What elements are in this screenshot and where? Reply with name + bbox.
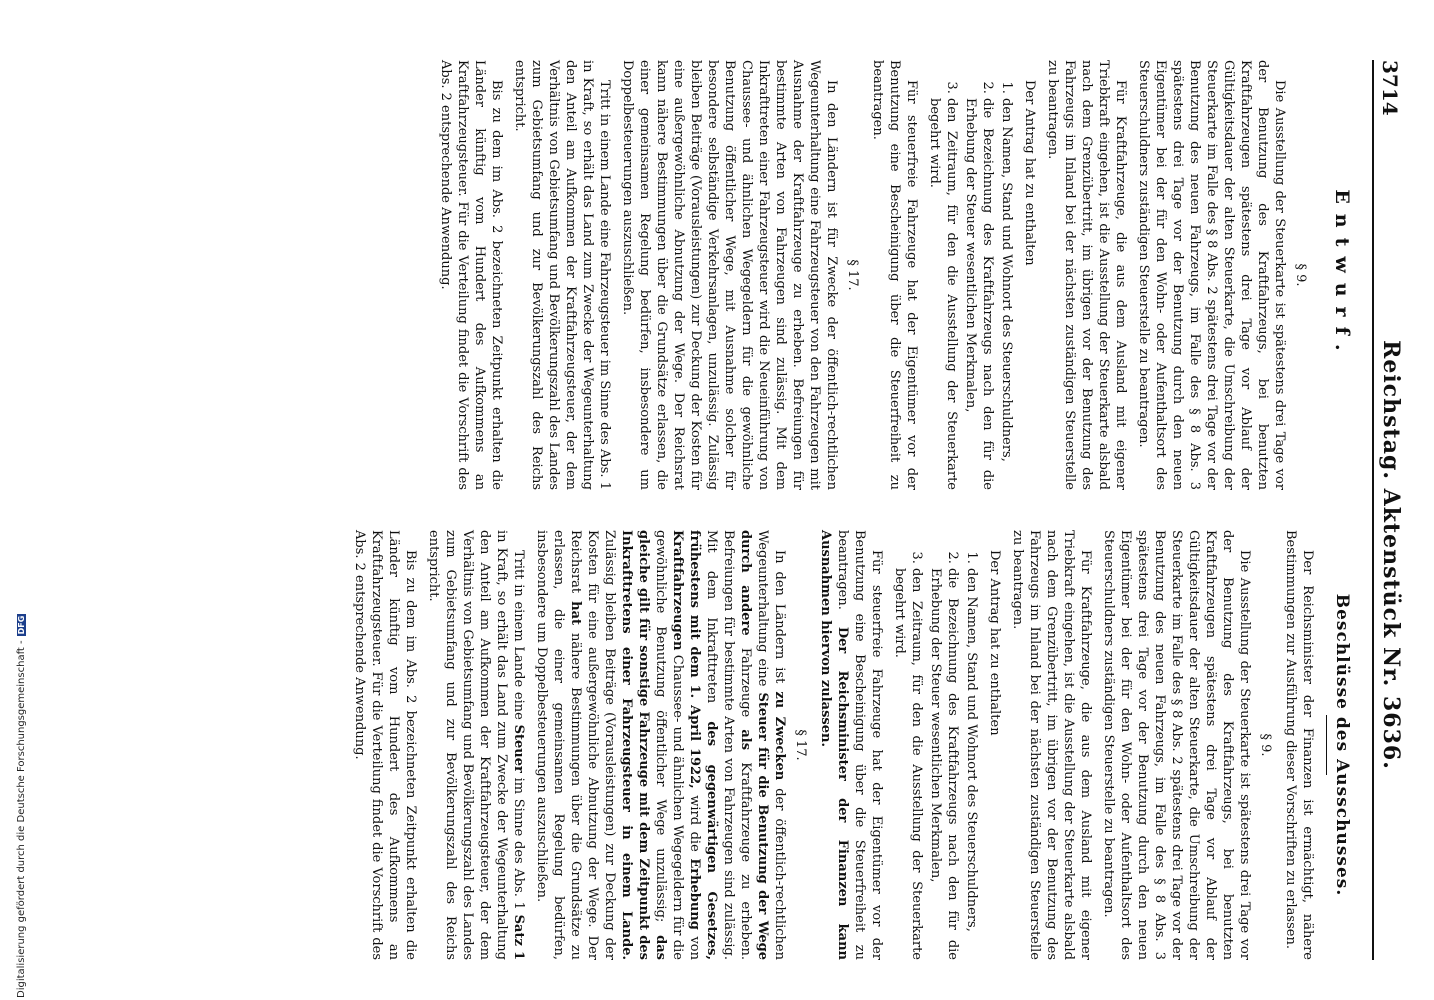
two-column-body [345,60,1360,960]
emphasis: hat [568,601,583,626]
paragraph: Für Kraftfahrzeuge, die aus dem Ausland mit eigener Triebkraft eingehen, ist die Ausstellung der Steuerkarte alsbald nach dem Grenzübertritt, im übrigen vor der Benutzung des Fahrzeugs im Inland bei der nächsten zuständigen Steuerstelle zu beantragen. [1045,60,1128,490]
text-span: von [687,936,702,960]
emphasis: Kraftfahrzeugen [670,530,685,651]
paragraph: Die Ausstellung der Steuerkarte ist spätestens drei Tage vor der Benutzung des Kraftfahrzeugs, bei benutzten Kraftfahrzeugen spätestens drei Tage vor Ablauf der Gültigkeitsdauer der alten Steuerkarte, die Umschreibung der Steuerkarte im Falle des § 8 Abs. 2 spätestens drei Tage vor der Benutzung des neuen Fahrzeugs, im Falle des § 8 Abs. 3 spätestens drei Tage vor der Benutzung durch den neuen Eigentümer bei der für den Wohn- oder Aufenthaltsort des Steuerschuldners zuständigen Steuerstelle zu beantragen. [1101,530,1252,960]
paragraph: Die Ausstellung der Steuerkarte ist spätestens drei Tage vor der Benutzung des Kraftfahrzeugs, bei benutzten Kraftfahrzeugen spätestens drei Tage vor Ablauf der Gültigkeitsdauer der alten Steuerkarte, die Umschreibung der Steuerkarte im Falle des § 8 Abs. 2 spätestens drei Tage vor der Benutzung des neuen Fahrzeugs, im Falle des § 8 Abs. 3 spätestens drei Tage vor der Benutzung durch den neuen Eigentümer bei der für den Wohn- oder Aufenthaltsort des Steuerschuldners zuständigen Steuerstelle zu beantragen. [1136,60,1287,490]
text-span: wird die [687,795,702,852]
paragraph: Für Kraftfahrzeuge, die aus dem Ausland mit eigener Triebkraft eingehen, ist die Ausstellung der Steuerkarte alsbald nach dem Grenzübertritt, im übrigen vor der Benutzung des Fahrzeugs im Inland bei der nächsten zuständigen Steuerstelle zu beantragen. [1010,530,1093,960]
section-9-heading: § 9. [1293,263,1308,287]
emphasis: Erhebung [687,858,702,930]
emphasis: Der Reichsminister der Finanzen kann Ausnahmen hiervon zulassen. [818,530,850,960]
emphasis: Satz 1 [511,914,526,960]
text-span: Zulässig bleiben Beiträge (Vorausleistungen) zur Deckung der Kosten für eine außergewöhnliche Abnutzung der Wege. Der Reichsrat [568,530,617,960]
text-span: Kraftfahrzeuge zu erheben. Befreiungen für bestimmte Arten von Fahrzeugen sind zulässig. Mit dem Inkrafttreten [704,530,753,961]
credit-text: Digitalisierung gefördert durch die Deutsche Forschungsgemeinschaft - [15,640,27,998]
requirements-list [926,60,1015,490]
dfg-logo: DFG [16,615,26,635]
text-span: Für steuerfreie Fahrzeuge hat der Eigentümer vor der Benutzung eine Bescheinigung über die Steuerfreiheit zu beantragen. [835,530,884,960]
list-item: 1. den Namen, Stand und Wohnort des Steuerschuldners, [963,568,980,960]
text-span: in Kraft, so erhält das Land zum Zwecke der Wegeunterhaltung den Anteil am Aufkommen der Kraftfahrzeugsteuer, der dem Verhältnis von Gebietsumfang und Bevölkerungszahl des Landes zum Gebietsumfang und zur Bevölkerungszahl des Reichs entspricht. [426,530,509,960]
text-span: nähere Bestimmungen über die Grundsätze zu erlassen, die einer gemeinsamen Regelung bedürfen, insbesondere um Doppelbesteuerungen auszuschließen. [534,530,583,961]
text-span: im Sinne des Abs. 1 [511,777,526,910]
divider [1326,715,1327,775]
section-17-heading: § 17. [793,729,808,761]
draft-column [345,60,1360,490]
emphasis: des gegenwärtigen Gesetzes, frühestens mit dem 1. April 1922, [687,530,719,960]
requirements-list [891,530,980,960]
draft-title: Entwurf. [1331,189,1353,361]
committee-title: Beschlüsse des Ausschusses. [1332,593,1352,897]
list-item: 1. den Namen, Stand und Wohnort des Steuerschuldners, [998,98,1015,490]
text-span: In den Ländern ist [772,550,787,684]
paragraph [425,530,527,960]
digitization-credit [14,0,28,998]
paragraph: Der Reichsminister der Finanzen ist ermächtigt, nähere Bestimmungen zur Ausführung dieser Vorschriften zu erlassen. [1283,530,1315,960]
paragraph: Bis zu dem im Abs. 2 bezeichneten Zeitpunkt erhalten die Länder künftig vom Hundert des Aufkommens an Kraftfahrzeugsteuer. Für die Verteilung findet die Vorschrift des Abs. 2 entsprechende Anwendung. [438,60,504,490]
page-header [1372,60,1404,960]
emphasis: das gleiche gilt für sonstige Fahrzeuge mit dem Zeitpunkt des Inkrafttretens einer Fahrzeugsteuer in einem Lande. [619,530,668,960]
list-item: 2. die Bezeichnung des Kraftfahrzeugs nach den für die Erhebung der Steuer wesentlichen Merkmalen, [927,568,961,960]
paragraph [817,530,885,960]
paragraph [533,530,788,960]
page-title: Reichstag. Aktenstück Nr. 3636. [1378,340,1404,770]
text-span: Fahrzeuge [738,647,753,718]
emphasis: Steuer für die Benutzung der Wege durch andere [738,530,770,960]
emphasis: als [738,729,753,751]
text-span: Tritt in einem Lande eine [511,550,526,720]
paragraph: Bis zu dem im Abs. 2 bezeichneten Zeitpunkt erhalten die Länder künftig vom Hundert des Aufkommens an Kraftfahrzeugsteuer. Für die Verteilung findet die Vorschrift des Abs. 2 entsprechende Anwendung. [352,530,418,960]
section-9-heading: § 9. [1258,733,1273,757]
page-number: 3714 [1378,60,1402,116]
list-item: 2. die Bezeichnung des Kraftfahrzeugs nach den für die Erhebung der Steuer wesentlichen Merkmalen, [962,98,996,490]
text-span: der öffentlich-rechtlichen Wegeunterhaltung eine [755,530,787,960]
committee-column [345,530,1360,960]
paragraph: Der Antrag hat zu enthalten [1022,80,1037,266]
paragraph: Tritt in einem Lande eine Fahrzeugsteuer im Sinne des Abs. 1 in Kraft, so erhält das Land zum Zwecke der Wegeunterhaltung den Anteil am Aufkommen der Kraftfahrzeugsteuer, der dem Verhältnis von Gebietsumfang und Bevölkerungszahl des Landes zum Gebietsumfang und zur Bevölkerungszahl des Reichs entspricht. [512,60,612,490]
list-item: 3. den Zeitraum, für den die Ausstellung der Steuerkarte begehrt wird. [891,568,925,960]
section-17-heading: § 17. [845,259,860,291]
list-item: 3. den Zeitraum, für den die Ausstellung der Steuerkarte begehrt wird. [926,98,960,490]
emphasis: Steuer [511,724,526,773]
emphasis: zu Zwecken [772,691,787,781]
paragraph: Für steuerfreie Fahrzeuge hat der Eigentümer vor der Benutzung eine Bescheinigung über die Steuerfreiheit zu beantragen. [870,60,919,490]
paragraph: Der Antrag hat zu enthalten [987,550,1002,736]
paragraph: In den Ländern ist für Zwecke der öffentlich-rechtlichen Wegeunterhaltung eine Fahrzeugsteuer von den Fahrzeugen mit Ausnahme der Kraftfahrzeuge zu erheben. Befreiungen für bestimmte Arten von Fahrzeugen sind zulässig. Mit dem Inkrafttreten einer Fahrzeugsteuer wird die Neueinführung von Chaussee- und ähnlichen Wegegeldern für die gewöhnliche Benutzung öffentlicher Wege, mit Ausnahme solcher für besondere selbständige Verkehrsanlagen, unzulässig. Zulässig bleiben Beiträge (Vorausleistungen) zur Deckung der Kosten für eine außergewöhnliche Abnutzung der Wege. Der Reichsrat kann nähere Bestimmungen über die Grundsätze erlassen, die einer gemeinsamen Regelung bedürfen, insbesondere um Doppelbesteuerungen auszuschließen. [620,60,839,490]
text-span: Chaussee- und ähnlichen Wegegeldern für die gewöhnliche Benutzung öffentlicher Wege unzulässig; [653,530,685,960]
